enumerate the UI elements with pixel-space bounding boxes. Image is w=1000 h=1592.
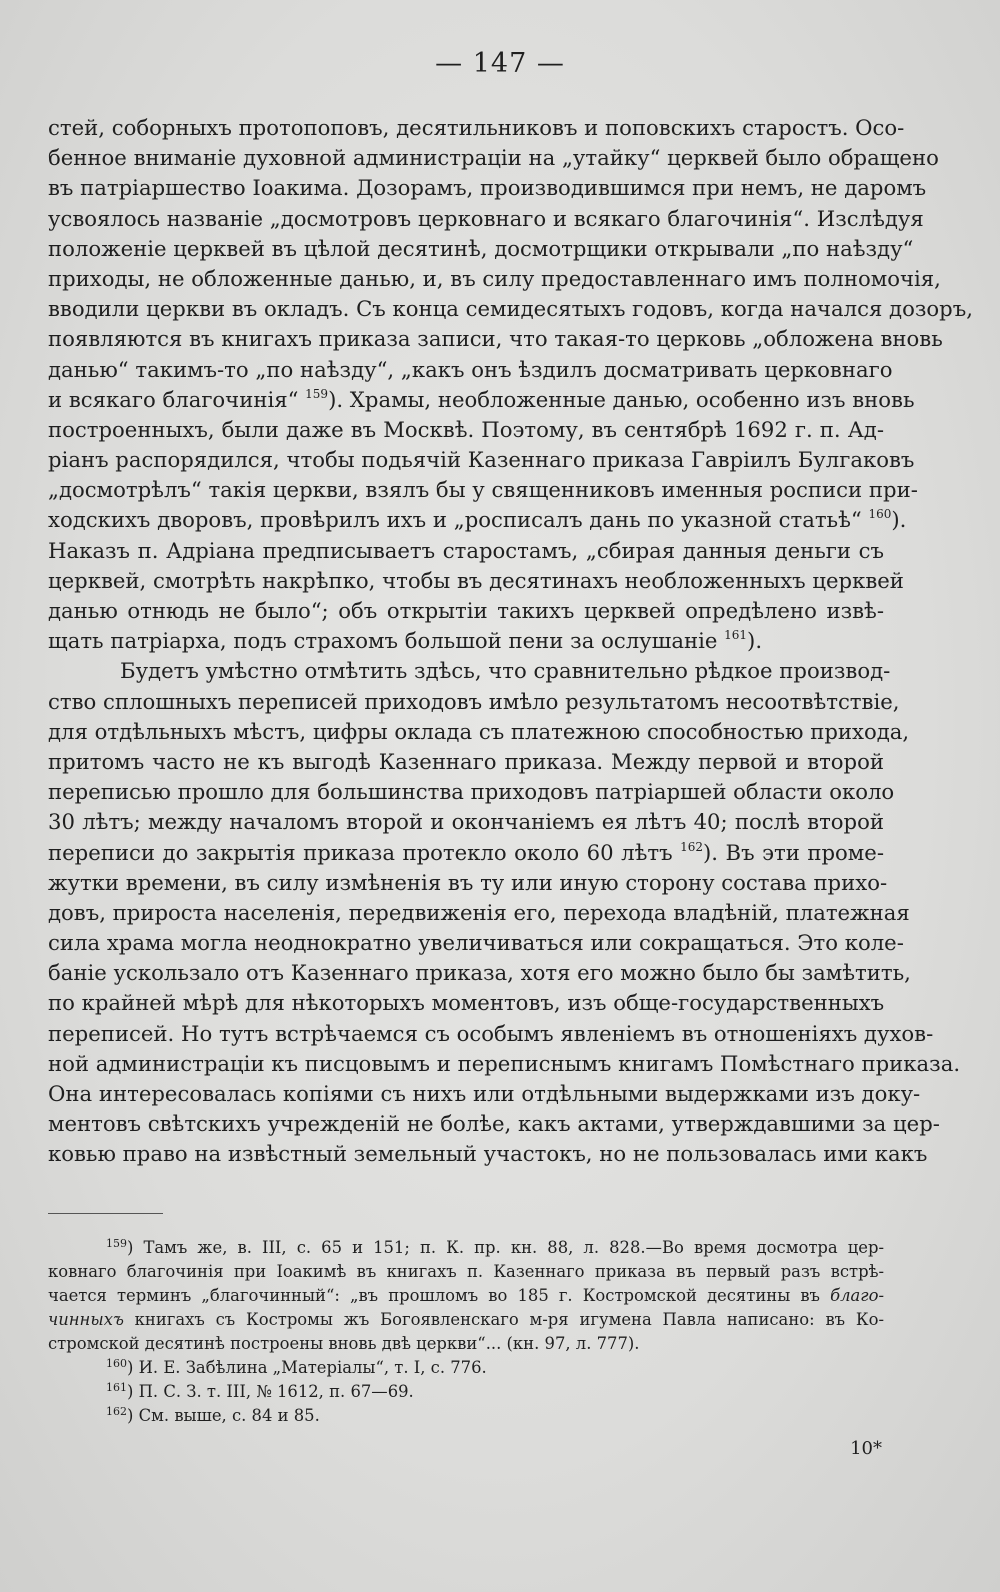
line-text-after: ). Въ эти проме- [703, 839, 884, 865]
text-line [48, 294, 973, 324]
text-line [48, 536, 884, 566]
text-line [48, 1079, 921, 1109]
text-line [48, 173, 927, 203]
line-text: вводили церкви въ окладъ. Съ конца семидесятыхъ годовъ, когда начался дозоръ, [48, 296, 973, 322]
line-text: Наказъ п. Адріана предписываетъ старостамъ, „сбирая данныя деньги съ [48, 537, 884, 563]
text-line [48, 234, 914, 264]
text-line [48, 747, 884, 777]
text-line [48, 868, 888, 898]
text-line [48, 1049, 961, 1079]
footnote-text: чается терминъ „благочинный“: „въ прошломъ во 185 г. Костромской десятины въ [48, 1286, 831, 1305]
text-line [48, 1139, 928, 1169]
footnote-line [48, 1332, 884, 1356]
line-text: церквей, смотрѣть накрѣпко, чтобы въ десятинахъ необложенныхъ церквей [48, 567, 904, 593]
text-line [48, 777, 895, 807]
text-line [48, 204, 924, 234]
text-line [48, 928, 904, 958]
line-text: построенныхъ, были даже въ Москвѣ. Поэтому, въ сентябрѣ 1692 г. п. Ад- [48, 416, 884, 442]
footnote-divider [48, 1213, 163, 1214]
footnote-ref: 160 [868, 507, 892, 522]
text-line [48, 717, 910, 747]
line-text: появляются въ книгахъ приказа записи, что такая-то церковь „обложена вновь [48, 326, 943, 352]
line-text: усвоялось названіе „досмотровъ церковнаго и всякаго благочинія“. Изслѣдуя [48, 205, 924, 231]
text-line [48, 656, 891, 686]
footnote-number: 159 [106, 1237, 127, 1250]
line-text: ріанъ распорядился, чтобы подьячій Казеннаго приказа Гавріилъ Булгаковъ [48, 447, 915, 473]
text-line [48, 958, 911, 988]
footnote-ref: 161 [724, 628, 748, 643]
line-text: по крайней мѣрѣ для нѣкоторыхъ моментовъ, изъ обще-государственныхъ [48, 990, 885, 1016]
line-text: данью“ такимъ-то „по наѣзду“, „какъ онъ ѣздилъ досматривать церковнаго [48, 356, 893, 382]
text-line [48, 626, 884, 656]
footnote-line [48, 1284, 884, 1308]
line-text: 30 лѣтъ; между началомъ второй и окончаніемъ ея лѣтъ 40; послѣ второй [48, 809, 884, 835]
footnote-text: стромской десятинѣ построены вновь двѣ церкви“... (кн. 97, л. 777). [48, 1334, 640, 1353]
line-text: и всякаго благочинія“ [48, 386, 306, 412]
footnote-text: книгахъ съ Костромы жъ Богоявленскаго м-ря игумена Павла написано: въ Ко- [123, 1310, 884, 1329]
text-line [48, 355, 893, 385]
footnote-line [48, 1404, 884, 1428]
line-text: положеніе церквей въ цѣлой десятинѣ, досмотрщики открывали „по наѣзду“ [48, 235, 914, 261]
line-text: ходскихъ дворовъ, провѣрилъ ихъ и „росписалъ дань по указной статьѣ“ [48, 507, 869, 533]
footnote-text: ) П. С. З. т. III, № 1612, п. 67—69. [127, 1382, 414, 1401]
footnote-number: 161 [106, 1381, 127, 1394]
footnotes [48, 1236, 884, 1428]
text-line [48, 988, 884, 1018]
line-text: въ патріаршество Іоакима. Дозорамъ, производившимся при немъ, не даромъ [48, 175, 927, 201]
footnote-line [48, 1236, 884, 1260]
line-text: ство сплошныхъ переписей приходовъ имѣло результатомъ несоотвѣтствіе, [48, 688, 900, 714]
line-text: для отдѣльныхъ мѣстъ, цифры оклада съ платежною способностью прихода, [48, 718, 910, 744]
text-line [48, 596, 884, 626]
text-line [48, 475, 918, 505]
text-line [48, 505, 907, 535]
line-text: переписью прошло для большинства приходовъ патріаршей области около [48, 779, 895, 805]
footnote-italic: благо- [830, 1286, 884, 1305]
text-line [48, 1019, 934, 1049]
text-line [48, 898, 910, 928]
line-text: довъ, прироста населенія, передвиженія его, перехода владѣній, платежная [48, 899, 910, 925]
footnote-number: 160 [106, 1357, 127, 1370]
text-line [48, 385, 915, 415]
footnote-italic: чинныхъ [48, 1310, 124, 1329]
text-line [48, 324, 943, 354]
text-line [48, 807, 884, 837]
footnote-line [48, 1308, 884, 1332]
line-text-after: ). Храмы, необложенные данью, особенно изъ вновь [328, 386, 915, 412]
page-number: — 147 — [435, 48, 565, 79]
footnote-text: ) См. выше, с. 84 и 85. [127, 1406, 320, 1425]
line-text: ной администраціи къ писцовымъ и переписнымъ книгамъ Помѣстнаго приказа. [48, 1050, 961, 1076]
footnote-number: 162 [106, 1405, 127, 1418]
footnote-text: ) И. Е. Забѣлина „Матеріалы“, т. I, с. 776. [127, 1358, 487, 1377]
text-line [48, 566, 904, 596]
footnote-text: ковнаго благочинія при Іоакимѣ въ книгахъ п. Казеннаго приказа въ первый разъ встрѣ- [48, 1262, 884, 1281]
footnote-line [48, 1260, 884, 1284]
line-text: притомъ часто не къ выгодѣ Казеннаго приказа. Между первой и второй [48, 748, 884, 774]
line-text: „досмотрѣлъ“ такія церкви, взялъ бы у священниковъ именныя росписи при- [48, 477, 918, 503]
text-line [48, 415, 884, 445]
line-text: бенное вниманіе духовной администраціи на „утайку“ церквей было обращено [48, 145, 939, 171]
footnote-text: ) Тамъ же, в. III, с. 65 и 151; п. К. пр. кн. 88, л. 828.—Во время досмотра цер- [127, 1238, 884, 1257]
text-line [48, 143, 939, 173]
footnote-ref: 162 [680, 839, 704, 854]
line-text: щать патріарха, подъ страхомъ большой пени за ослушаніе [48, 628, 725, 654]
main-text [48, 113, 973, 1170]
line-text: сила храма могла неоднократно увеличиваться или сокращаться. Это коле- [48, 930, 904, 956]
text-line [48, 687, 900, 717]
text-line [48, 113, 905, 143]
line-text-after: ). [747, 628, 763, 654]
line-text: Она интересовалась копіями съ нихъ или отдѣльными выдержками изъ доку- [48, 1081, 921, 1106]
line-text: приходы, не обложенные данью, и, въ силу предоставленнаго имъ полномочія, [48, 265, 941, 291]
line-text: жутки времени, въ силу измѣненія въ ту или иную сторону состава прихо- [48, 869, 888, 895]
footnote-line [48, 1380, 884, 1404]
text-line [48, 264, 941, 294]
line-text: переписи до закрытія приказа протекло около 60 лѣтъ [48, 839, 681, 865]
text-line [48, 445, 915, 475]
footnote-ref: 159 [305, 386, 329, 401]
line-text: ментовъ свѣтскихъ учрежденій не болѣе, какъ актами, утверждавшими за цер- [48, 1111, 940, 1137]
text-line [48, 1109, 940, 1139]
line-text: данью отнюдь не было“; объ открытіи такихъ церквей опредѣлено извѣ- [48, 598, 884, 623]
line-text: Будетъ умѣстно отмѣтить здѣсь, что сравнительно рѣдкое производ- [120, 658, 891, 684]
line-text: ковью право на извѣстный земельный участокъ, но не пользовалась ими какъ [48, 1141, 928, 1167]
text-line [48, 838, 884, 868]
line-text: стей, соборныхъ протопоповъ, десятильниковъ и поповскихъ старостъ. Осо- [48, 115, 905, 140]
line-text: переписей. Но тутъ встрѣчаемся съ особымъ явленіемъ въ отношеніяхъ духов- [48, 1020, 934, 1046]
signature-mark: 10* [850, 1438, 882, 1459]
footnote-line [48, 1356, 884, 1380]
line-text-after: ). [891, 507, 907, 533]
line-text: баніе ускользало отъ Казеннаго приказа, хотя его можно было бы замѣтить, [48, 960, 911, 986]
